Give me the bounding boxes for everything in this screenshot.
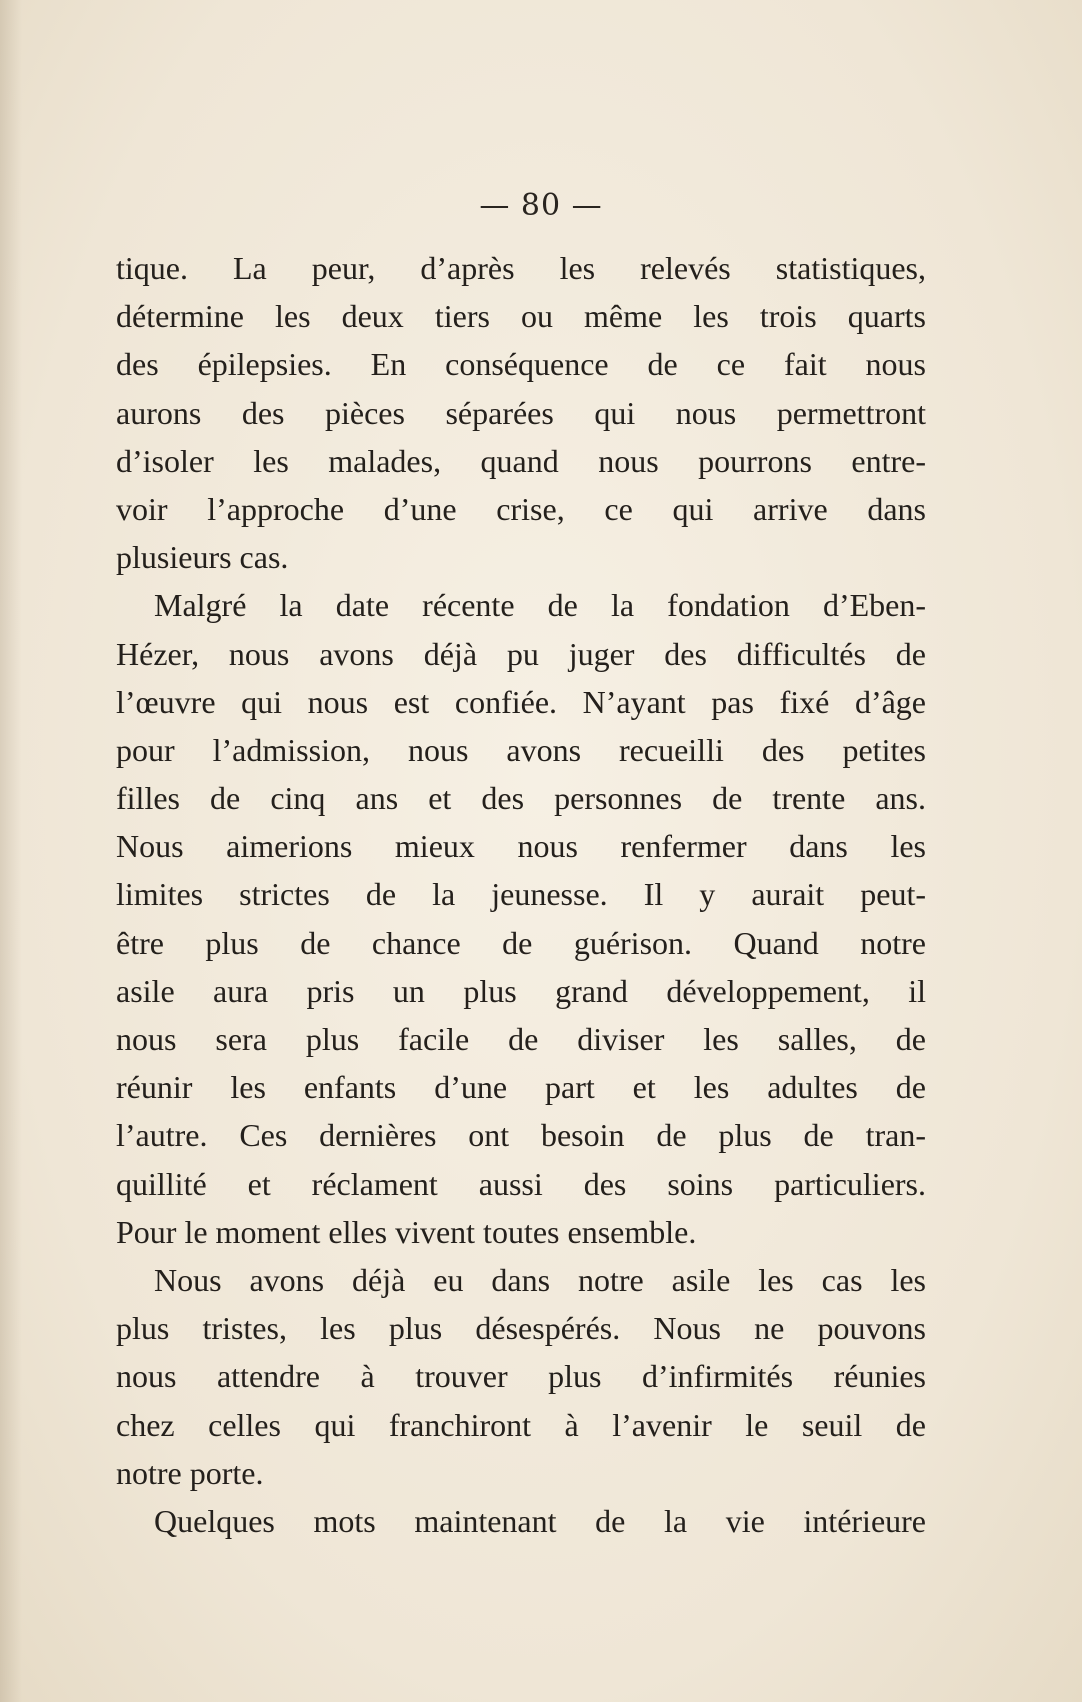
text-line: quillité et réclament aussi des soins particuliers. — [116, 1165, 926, 1202]
text-line: Nous aimerions mieux nous renfermer dans les — [116, 828, 926, 865]
text-line: plusieurs cas. — [116, 539, 289, 576]
text-line: réunir les enfants d’une part et les adultes de — [116, 1069, 926, 1106]
text-line: plus tristes, les plus désespérés. Nous ne pouvons — [116, 1310, 926, 1347]
text-line: Quelques mots maintenant de la vie intérieure — [154, 1502, 926, 1539]
text-line: asile aura pris un plus grand développement, il — [116, 972, 926, 1009]
text-line: aurons des pièces séparées qui nous permettront — [116, 394, 926, 431]
text-line: d’isoler les malades, quand nous pourrons entre- — [116, 442, 926, 479]
text-line: filles de cinq ans et des personnes de trente ans. — [116, 780, 926, 817]
text-line: Pour le moment elles vivent toutes ensemble. — [116, 1213, 697, 1250]
text-line: Hézer, nous avons déjà pu juger des difficultés de — [116, 635, 926, 672]
text-line: tique. La peur, d’après les relevés statistiques, — [116, 250, 926, 286]
text-line: notre porte. — [116, 1454, 264, 1491]
body-text — [116, 244, 926, 1545]
text-line: être plus de chance de guérison. Quand notre — [116, 924, 926, 961]
text-line: l’autre. Ces dernières ont besoin de plus de tran- — [116, 1117, 926, 1154]
text-line: chez celles qui franchiront à l’avenir le seuil de — [116, 1406, 926, 1443]
text-line: voir l’approche d’une crise, ce qui arrive dans — [116, 490, 926, 527]
page-number: — 80 — — [479, 188, 603, 223]
text-line: l’œuvre qui nous est confiée. N’ayant pas fixé d’âge — [116, 683, 926, 720]
text-line: nous sera plus facile de diviser les salles, de — [116, 1021, 926, 1057]
text-line: nous attendre à trouver plus d’infirmités réunies — [116, 1358, 926, 1395]
text-line: Malgré la date récente de la fondation d’Eben- — [154, 587, 926, 624]
text-line: détermine les deux tiers ou même les trois quarts — [116, 298, 926, 335]
text-line: Nous avons déjà eu dans notre asile les cas les — [154, 1261, 926, 1298]
text-line: des épilepsies. En conséquence de ce fait nous — [116, 346, 926, 383]
text-line: pour l’admission, nous avons recueilli des petites — [116, 731, 926, 768]
text-line: limites strictes de la jeunesse. Il y aurait peut- — [116, 876, 926, 913]
page-edge-shadow — [0, 0, 22, 1702]
